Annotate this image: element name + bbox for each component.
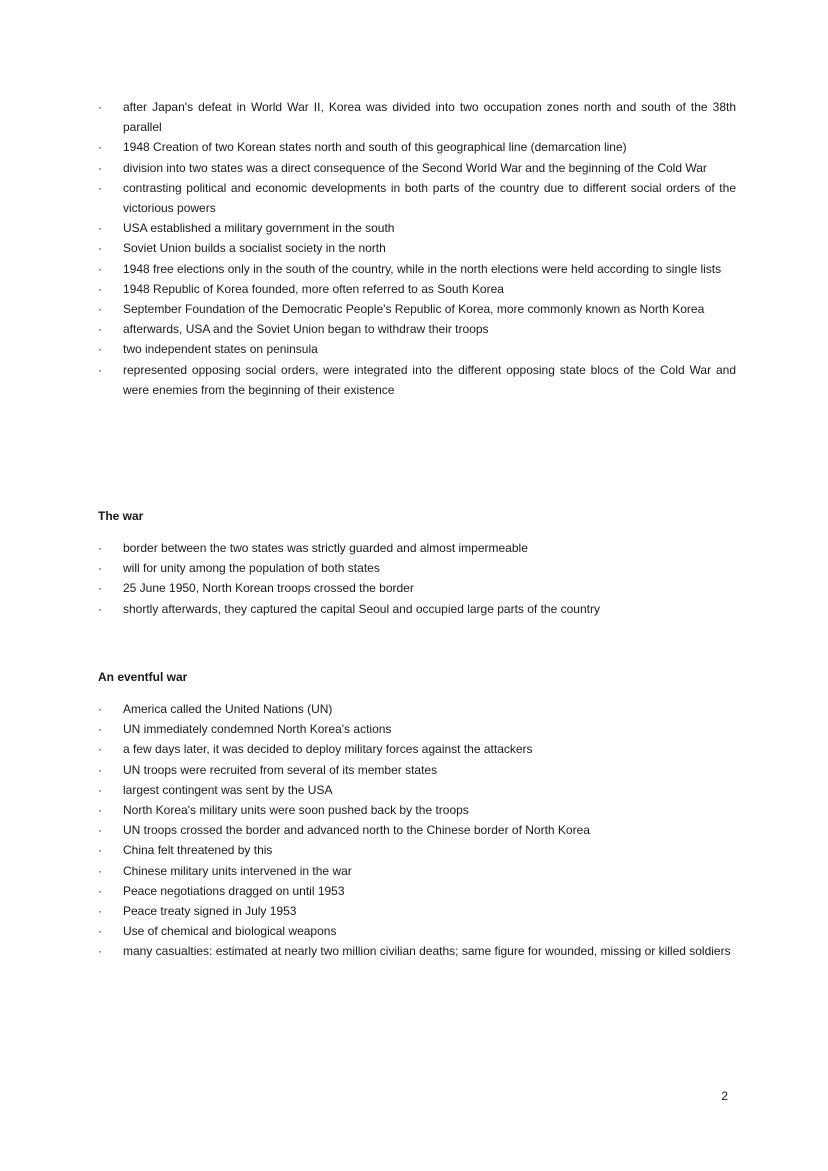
bullet-dot-icon: ·: [98, 883, 102, 898]
list-item-text: Chinese military units intervened in the war: [123, 863, 352, 878]
bullet-dot-icon: ·: [98, 100, 102, 114]
list-item: [96, 820, 736, 840]
list-item-text: Peace treaty signed in July 1953: [123, 904, 297, 919]
list-item: [96, 279, 736, 299]
list-item-text: will for unity among the population of both states: [123, 561, 380, 576]
bullet-dot-icon: ·: [98, 561, 102, 576]
list-item: [96, 97, 736, 137]
list-item: [96, 699, 736, 719]
bullet-dot-icon: ·: [98, 601, 102, 616]
list-item-text: 25 June 1950, North Korean troops crossed the border: [123, 581, 414, 596]
bullet-dot-icon: ·: [98, 924, 102, 939]
bullet-dot-icon: ·: [98, 140, 102, 155]
list-item: [96, 719, 736, 739]
list-item-text: a few days later, it was decided to deploy military forces against the attackers: [123, 742, 533, 757]
list-item-text: afterwards, USA and the Soviet Union began to withdraw their troops: [123, 322, 489, 337]
list-item-text: shortly afterwards, they captured the capital Seoul and occupied large parts of the country: [123, 601, 600, 616]
list-item-text: two independent states on peninsula: [123, 342, 318, 357]
bullet-dot-icon: ·: [98, 722, 102, 737]
section-heading-the-war: The war: [98, 509, 144, 523]
bullet-dot-icon: ·: [98, 863, 102, 878]
list-item-text: UN troops crossed the border and advanced north to the Chinese border of North Korea: [123, 823, 590, 838]
list-item-text: represented opposing social orders, were integrated into the different opposing state blocs of the Cold War and were enemies from the beginning of their existence: [123, 362, 736, 397]
list-item: [96, 578, 736, 598]
bullet-dot-icon: ·: [98, 702, 102, 716]
list-item: [96, 238, 736, 258]
list-item: [96, 360, 736, 400]
list-item: [96, 158, 736, 178]
list-item: [96, 921, 736, 941]
bullet-dot-icon: ·: [98, 782, 102, 797]
list-item: [96, 760, 736, 780]
bullet-dot-icon: ·: [98, 742, 102, 757]
bullet-dot-icon: ·: [98, 944, 102, 959]
bullet-dot-icon: ·: [98, 581, 102, 596]
bullet-list-the-war: [96, 538, 736, 619]
list-item: [96, 137, 736, 157]
list-item-text: after Japan's defeat in World War II, Korea was divided into two occupation zones north and south of the 38th parallel: [123, 100, 736, 135]
list-item: [96, 901, 736, 921]
list-item: [96, 739, 736, 759]
bullet-dot-icon: ·: [98, 823, 102, 838]
list-item: [96, 861, 736, 881]
bullet-dot-icon: ·: [98, 362, 102, 377]
list-item-text: 1948 Republic of Korea founded, more often referred to as South Korea: [123, 281, 504, 296]
list-item: [96, 840, 736, 860]
bullet-dot-icon: ·: [98, 281, 102, 296]
list-item-text: largest contingent was sent by the USA: [123, 782, 333, 797]
list-item: [96, 599, 736, 619]
bullet-dot-icon: ·: [98, 221, 102, 236]
list-item-text: UN immediately condemned North Korea's actions: [123, 722, 392, 737]
list-item: [96, 780, 736, 800]
list-item-text: Use of chemical and biological weapons: [123, 924, 337, 939]
list-item: [96, 558, 736, 578]
list-item-text: division into two states was a direct consequence of the Second World War and the beginning of the Cold War: [123, 160, 707, 175]
list-item: [96, 800, 736, 820]
list-item-text: Soviet Union builds a socialist society in the north: [123, 241, 386, 256]
list-item: [96, 299, 736, 319]
list-item-text: September Foundation of the Democratic People's Republic of Korea, more commonly known as North Korea: [123, 302, 705, 317]
list-item: [96, 218, 736, 238]
section-heading-an-eventful-war: An eventful war: [98, 670, 188, 684]
bullet-dot-icon: ·: [98, 904, 102, 919]
bullet-dot-icon: ·: [98, 180, 102, 195]
list-item-text: 1948 Creation of two Korean states north and south of this geographical line (demarcation line): [123, 140, 627, 155]
list-item: [96, 259, 736, 279]
list-item-text: USA established a military government in the south: [123, 221, 395, 236]
list-item-text: many casualties: estimated at nearly two million civilian deaths; same figure for wounded, missing or killed soldiers: [123, 944, 731, 959]
bullet-dot-icon: ·: [98, 241, 102, 256]
bullet-list-division: [96, 97, 736, 400]
bullet-dot-icon: ·: [98, 541, 102, 555]
list-item-text: 1948 free elections only in the south of the country, while in the north elections were held according to single lists: [123, 261, 722, 276]
list-item: [96, 339, 736, 359]
list-item-text: contrasting political and economic developments in both parts of the country due to different social orders of the victorious powers: [123, 180, 736, 216]
list-item-text: UN troops were recruited from several of its member states: [123, 762, 438, 777]
list-item: [96, 538, 736, 558]
bullet-dot-icon: ·: [98, 342, 102, 357]
bullet-dot-icon: ·: [98, 803, 102, 818]
list-item-text: America called the United Nations (UN): [123, 702, 333, 716]
bullet-dot-icon: ·: [98, 843, 102, 858]
list-item: [96, 881, 736, 901]
list-item-text: North Korea's military units were soon pushed back by the troops: [123, 803, 469, 818]
bullet-dot-icon: ·: [98, 261, 102, 276]
bullet-dot-icon: ·: [98, 762, 102, 777]
bullet-list-an-eventful-war: [96, 699, 736, 962]
list-item: [96, 178, 736, 218]
list-item-text: Peace negotiations dragged on until 1953: [123, 883, 345, 898]
page-number: 2: [721, 1089, 728, 1103]
list-item-text: border between the two states was strictly guarded and almost impermeable: [123, 541, 528, 555]
bullet-dot-icon: ·: [98, 322, 102, 337]
list-item: [96, 941, 736, 961]
bullet-dot-icon: ·: [98, 160, 102, 175]
list-item: [96, 319, 736, 339]
list-item-text: China felt threatened by this: [123, 843, 273, 858]
bullet-dot-icon: ·: [98, 302, 102, 317]
